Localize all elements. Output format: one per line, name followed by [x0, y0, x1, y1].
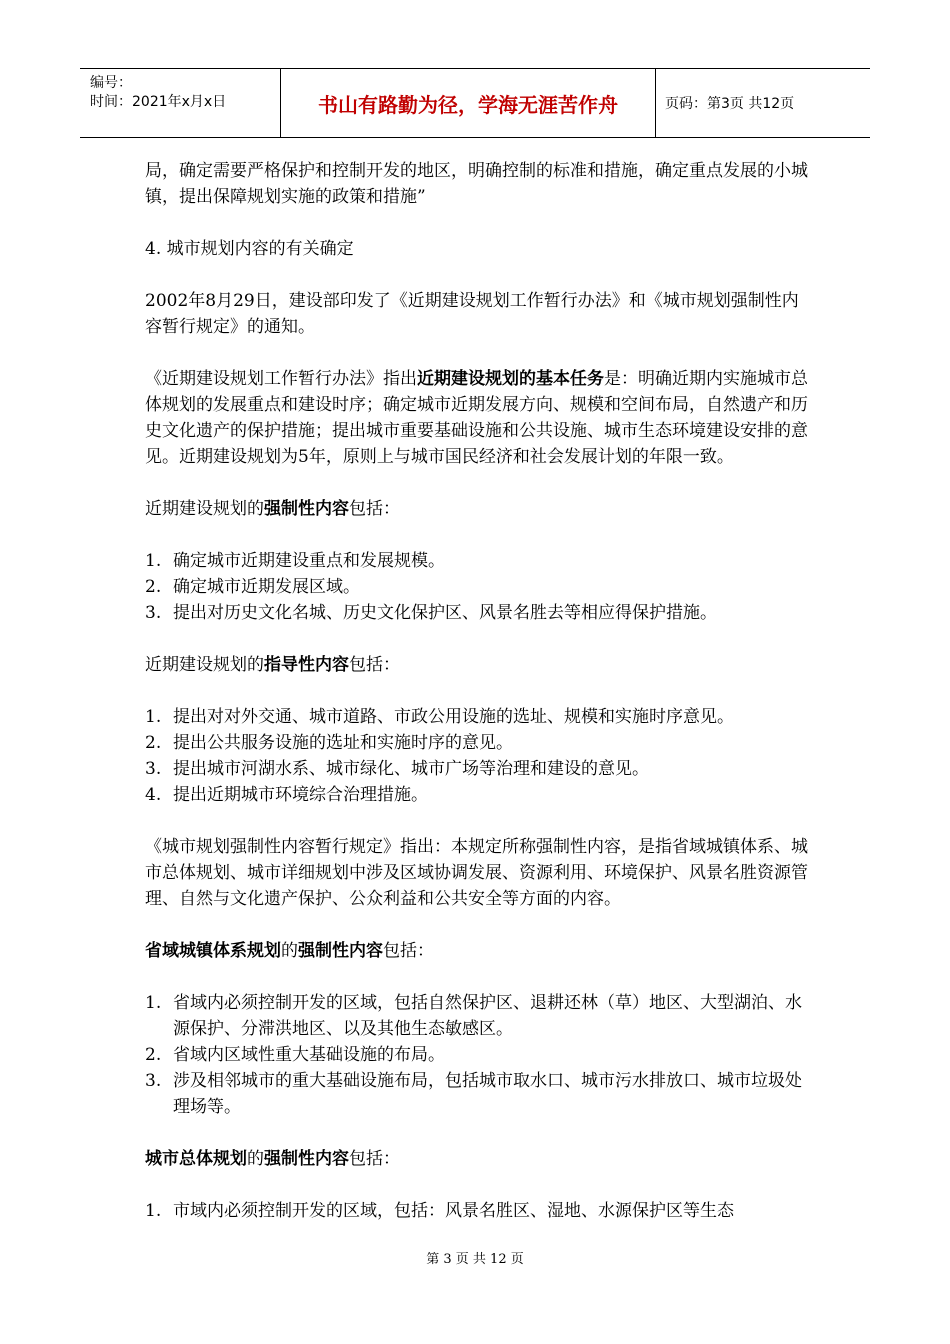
list-text: 提出近期城市环境综合治理措施。 — [173, 785, 428, 805]
header-meta-cell — [80, 69, 281, 137]
list-item — [145, 782, 810, 808]
list-item — [145, 1068, 810, 1120]
list-item — [145, 990, 810, 1042]
list-number: 3. — [145, 759, 162, 779]
paragraph-continuation: 局，确定需要严格保护和控制开发的地区，明确控制的标准和措施，确定重点发展的小城镇，提出保障规划实施的政策和措施” — [145, 161, 808, 207]
list-text: 确定城市近期建设重点和发展规模。 — [173, 551, 445, 571]
list-item — [145, 548, 810, 574]
list-text: 市域内必须控制开发的区域，包括：风景名胜区、湿地、水源保护区等生态 — [173, 1201, 734, 1221]
paragraph-notice: 2002年8月29日，建设部印发了《近期建设规划工作暂行办法》和《城市规划强制性内容暂行规定》的通知。 — [145, 291, 799, 337]
text: 《近期建设规划工作暂行办法》指出 — [145, 369, 417, 389]
list-item — [145, 600, 810, 626]
document-date: 时间：2021年x月x日 — [90, 94, 227, 110]
list-item — [145, 704, 810, 730]
list-item — [145, 756, 810, 782]
text: 包括： — [383, 941, 434, 961]
list-text: 省域内必须控制开发的区域，包括自然保护区、退耕还林（草）地区、大型湖泊、水源保护、分滞洪地区、以及其他生态敏感区。 — [173, 993, 802, 1039]
list-number: 4. — [145, 785, 162, 805]
text: 近期建设规划的 — [145, 499, 264, 519]
list-item — [145, 1198, 810, 1224]
bold-term: 强制性内容 — [298, 941, 383, 961]
text: 包括： — [349, 499, 400, 519]
bold-term: 近期建设规划的基本任务 — [417, 369, 604, 389]
list-number: 3. — [145, 1071, 162, 1091]
paragraph-mandatory-intro — [145, 496, 810, 522]
paragraph-city-plan-intro — [145, 1146, 810, 1172]
list-text: 提出对历史文化名城、历史文化保护区、风景名胜去等相应得保护措施。 — [173, 603, 717, 623]
guidance-list — [145, 704, 810, 808]
list-number: 1. — [145, 707, 162, 727]
paragraph-basic-task — [145, 366, 810, 470]
list-number: 1. — [145, 551, 162, 571]
list-text: 涉及相邻城市的重大基础设施布局，包括城市取水口、城市污水排放口、城市垃圾处理场等。 — [173, 1071, 802, 1117]
list-number: 1. — [145, 1201, 162, 1221]
list-text: 确定城市近期发展区域。 — [173, 577, 360, 597]
page-header — [80, 68, 870, 138]
list-number: 2. — [145, 733, 162, 753]
bold-term: 强制性内容 — [264, 1149, 349, 1169]
list-number: 2. — [145, 577, 162, 597]
text: 是：明确近期内实施城市总体规划的发展重点和建设时序；确定城市近期发展方向、规模和空间布局，自然遗产和历史文化遗产的保护措施；提出城市重要基础设施和公共设施、城市生态环境建设安排的意见。近期建设规划为5年，原则上与城市国民经济和社会发展计划的年限一致。 — [145, 369, 808, 467]
bold-term: 省域城镇体系规划 — [145, 941, 281, 961]
text: 包括： — [349, 1149, 400, 1169]
list-text: 提出对对外交通、城市道路、市政公用设施的选址、规模和实施时序意见。 — [173, 707, 734, 727]
text: 近期建设规划的 — [145, 655, 264, 675]
page-footer: 第 3 页 共 12 页 — [426, 1252, 524, 1267]
text: 的 — [281, 941, 298, 961]
document-body — [145, 158, 810, 1224]
list-text: 提出城市河湖水系、城市绿化、城市广场等治理和建设的意见。 — [173, 759, 649, 779]
list-item — [145, 574, 810, 600]
city-plan-list — [145, 1198, 810, 1224]
document-number-label: 编号： — [90, 75, 132, 91]
paragraph-provincial-intro — [145, 938, 810, 964]
paragraph-guidance-intro — [145, 652, 810, 678]
provincial-list — [145, 990, 810, 1120]
list-number: 3. — [145, 603, 162, 623]
text: 的 — [247, 1149, 264, 1169]
paragraph-regulation: 《城市规划强制性内容暂行规定》指出：本规定所称强制性内容，是指省域城镇体系、城市总体规划、城市详细规划中涉及区域协调发展、资源利用、环境保护、风景名胜资源管理、自然与文化遗产保护、公众利益和公共安全等方面的内容。 — [145, 837, 808, 909]
list-item — [145, 730, 810, 756]
bold-term: 城市总体规划 — [145, 1149, 247, 1169]
section-heading: 4. 城市规划内容的有关确定 — [145, 239, 354, 259]
list-text: 提出公共服务设施的选址和实施时序的意见。 — [173, 733, 513, 753]
text: 包括： — [349, 655, 400, 675]
bold-term: 强制性内容 — [264, 499, 349, 519]
list-number: 1. — [145, 993, 162, 1013]
bold-term: 指导性内容 — [264, 655, 349, 675]
header-page-info: 页码：第3页 共12页 — [665, 96, 795, 112]
list-item — [145, 1042, 810, 1068]
list-number: 2. — [145, 1045, 162, 1065]
mandatory-list — [145, 548, 810, 626]
list-text: 省域内区域性重大基础设施的布局。 — [173, 1045, 445, 1065]
header-motto: 书山有路勤为径，学海无涯苦作舟 — [281, 69, 656, 137]
